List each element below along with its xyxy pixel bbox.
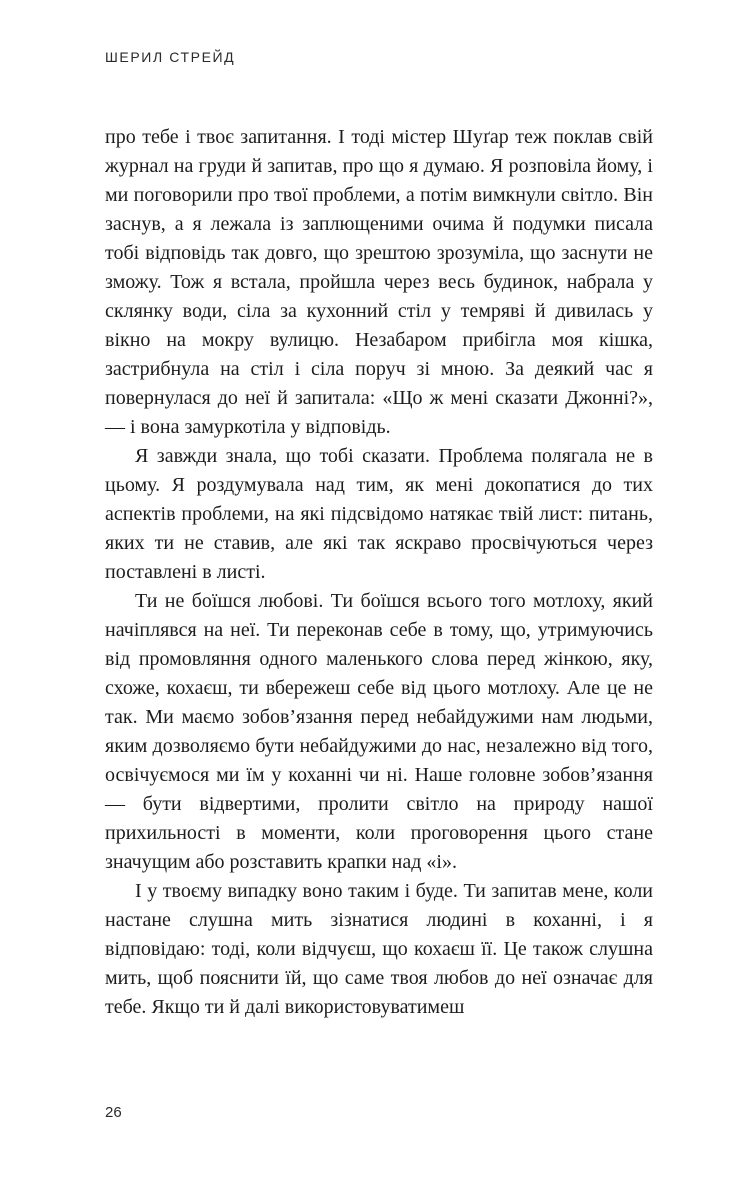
paragraph-2: Я завжди знала, що тобі сказати. Проблема полягала не в цьому. Я роздумувала над тим, як мені докопатися до тих аспектів проблеми, на які підсвідомо натякає твій лист: питань, яких ти не ставив, але які так яскраво просвічуються через поставлені в листі. xyxy=(105,445,653,583)
page-number: 26 xyxy=(105,1104,122,1121)
paragraph-3: Ти не боїшся любові. Ти боїшся всього того мотлоху, який начіплявся на неї. Ти переконав себе в тому, що, утримуючись від промовляння одного маленького слова перед жінкою, яку, схоже, кохаєш, ти вбережеш себе від цього мотлоху. Але це не так. Ми маємо зобов’язання перед небайдужими нам людьми, яким дозволяємо бути небайдужими до нас, незалежно від того, освічуємося ми їм у коханні чи ні. Наше головне зобов’язання — бути відвертими, пролити світло на природу нашої прихильності в моменти, коли проговорення цього стане значущим або розставить крапки над «і». xyxy=(105,590,653,873)
running-header: ШЕРИЛ СТРЕЙД xyxy=(105,49,236,65)
paragraph-4: І у твоєму випадку воно таким і буде. Ти запитав мене, коли настане слушна мить зізнатися людині в коханні, і я відповідаю: тоді, коли відчуєш, що кохаєш її. Це також слушна мить, щоб пояснити їй, що саме твоя любов до неї означає для тебе. Якщо ти й далі використовуватимеш xyxy=(105,880,653,1018)
paragraph-continuation: про тебе і твоє запитання. І тоді містер Шуґар теж поклав свій журнал на груди й запитав, про що я думаю. Я розповіла йому, і ми поговорили про твої проблеми, а потім вимкнули світло. Він заснув, а я лежала із заплющеними очима й подумки писала тобі відповідь так довго, що зрештою зрозуміла, що заснути не зможу. Тож я встала, пройшла через весь будинок, набрала у склянку води, сіла за кухонний стіл у темряві й дивилась у вікно на мокру вулицю. Незабаром прибігла моя кішка, застрибнула на стіл і сіла поруч зі мною. За деякий час я повернулася до неї й запитала: «Що ж мені сказати Джонні?», — і вона замуркотіла у відповідь. xyxy=(105,126,653,438)
body-text xyxy=(105,123,653,1022)
